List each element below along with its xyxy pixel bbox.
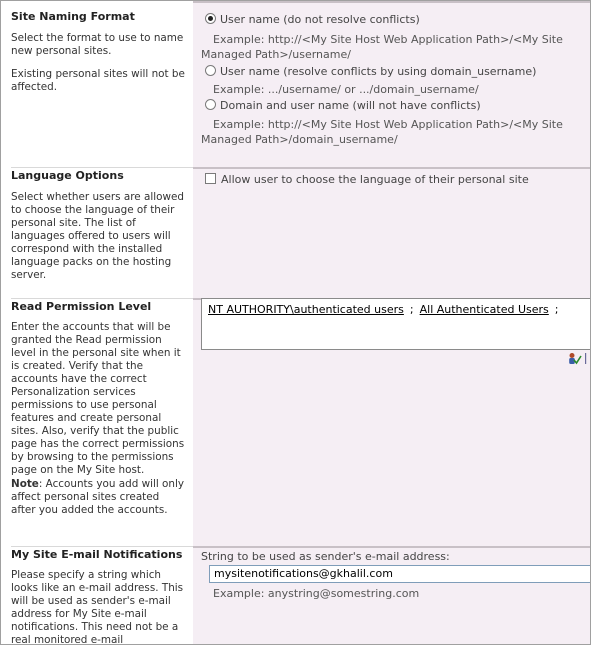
section-title: Language Options [11,169,124,182]
radio-label: Domain and user name (will not have conflicts) [220,99,481,112]
section-description: Select whether users are allowed to choose the language of their personal site. The list of languages offered to users will correspond with the installed language packs on the hosting server. [11,191,184,281]
example-text: Example: .../username/ or .../domain_username/ [213,83,479,96]
language-options-panel [193,167,590,298]
radio-option-username-resolve[interactable] [205,65,536,78]
entry-separator: ; [554,303,559,316]
site-naming-section [1,1,590,167]
section-divider [11,546,193,547]
example-text: Example: http://<My Site Host Web Application Path>/<My Site [213,118,563,131]
picker-icons [568,352,590,368]
radio-unselected-icon[interactable] [205,65,216,76]
checkbox-label: Allow user to choose the language of their personal site [221,173,529,186]
check-names-icon[interactable] [568,352,590,365]
sender-email-input[interactable]: mysitenotifications@gkhalil.com [209,565,590,583]
note-label: Note [11,478,39,490]
radio-unselected-icon[interactable] [205,99,216,110]
section-description-note: Existing personal sites will not be affected. [11,68,185,93]
people-picker-entries [208,303,565,316]
section-title: Read Permission Level [11,300,152,313]
section-divider [193,167,590,169]
section-description: Select the format to use to name new personal sites. [11,32,184,57]
section-divider [193,1,590,3]
example-text: Example: http://<My Site Host Web Application Path>/<My Site [213,33,563,46]
language-checkbox-row[interactable] [205,173,529,186]
radio-label: User name (resolve conflicts by using domain_username) [220,65,537,78]
people-picker-input[interactable] [201,298,590,350]
people-picker-wrap [193,298,590,358]
section-title: Site Naming Format [11,10,135,23]
radio-selected-icon[interactable] [205,13,216,24]
section-description: Please specify a string which looks like an e-mail address. This will be used as sender's e-mail address for My Site e-mail notifications. This need not be a real monitored e-mail [11,569,184,645]
note-text: : Accounts you add will only affect personal sites created after you added the accounts. [11,478,185,516]
section-note [11,478,187,517]
radio-option-domain-username[interactable] [205,99,481,112]
language-section [1,167,590,298]
email-field-label: String to be used as sender's e-mail address: [201,550,450,563]
radio-option-username[interactable] [205,13,420,26]
email-section [1,546,590,645]
section-divider [11,298,193,299]
section-description: Enter the accounts that will be granted the Read permission level in the personal site when it is created. Verify that the accounts have the correct Personalization services permissions to use personal features and create personal sites. Also, verify that the public page has the correct permissions by browsing to the permissions page on the My Site host. [11,321,185,476]
checkbox-icon[interactable] [205,173,216,184]
example-text: Managed Path>/domain_username/ [201,133,398,146]
example-text: Managed Path>/username/ [201,48,351,61]
section-divider [193,546,590,548]
entry-separator: ; [409,303,414,316]
section-divider [11,167,193,168]
read-permission-section [1,298,590,546]
resolved-user-entry[interactable]: All Authenticated Users [419,303,549,316]
resolved-user-entry[interactable]: NT AUTHORITY\authenticated users [208,303,404,316]
example-text: Example: anystring@somestring.com [213,587,420,600]
section-title: My Site E-mail Notifications [11,548,183,561]
radio-label: User name (do not resolve conflicts) [220,13,420,26]
